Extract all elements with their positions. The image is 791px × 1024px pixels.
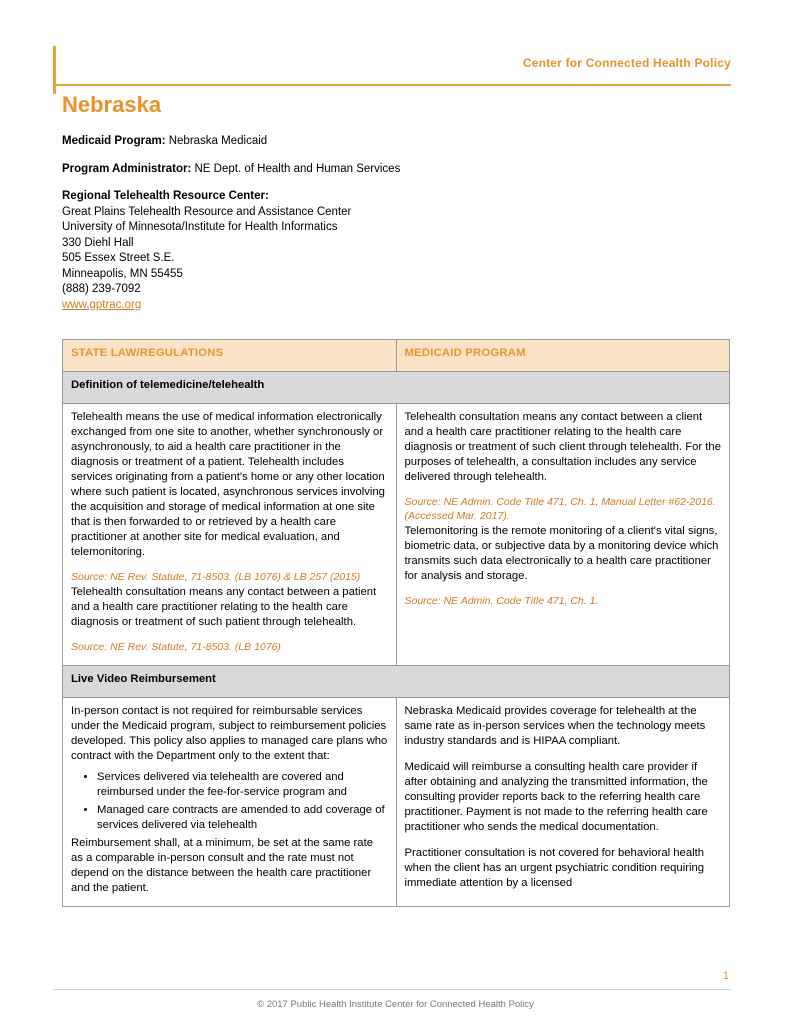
paragraph: Telehealth means the use of medical information electronically exchanged from one site to another, whether synchronously or asynchronously, to aid a health care practitioner in the diagnosis or treatment of a patient. Telehealth includes services originating from a patient's home or any other location where such patient is located, asynchronous services involving the acquisition and storage of medical information at one site that is then forwarded to or retrieved by a health care practitioner at another site for medical evaluation, and telemonitoring. bbox=[71, 411, 385, 559]
paragraph: Medicaid will reimburse a consulting health care provider if after obtaining and analyzing the transmitted information, the consulting provider reports back to the referring health care practitioner. Payment is not made to the referring health care practitioner who sends the medical documentation. bbox=[404, 760, 708, 833]
section-row bbox=[63, 665, 730, 697]
page-title: Nebraska bbox=[62, 92, 162, 117]
regional-line: (888) 239-7092 bbox=[62, 283, 141, 296]
document-content bbox=[62, 92, 730, 907]
cell-medicaid-definition bbox=[396, 404, 730, 665]
list-item: • Managed care contracts are amended to add coverage of services delivered via telehealth bbox=[97, 803, 388, 833]
source-citation: Source: NE Rev. Statute, 71-8503. (LB 1076) & LB 257 (2015) bbox=[71, 571, 361, 584]
paragraph: Reimbursement shall, at a minimum, be set at the same rate as a comparable in-person consult and the rate must not depend on the distance between the health care practitioner and the patient. bbox=[71, 836, 374, 894]
paragraph: Practitioner consultation is not covered for behavioral health when the client has an urgent psychiatric condition requiring immediate attention by a licensed bbox=[404, 846, 705, 889]
regional-line: Minneapolis, MN 55455 bbox=[62, 267, 183, 280]
paragraph: Telehealth consultation means any contact between a client and a health care practitioner relating to the health care diagnosis or treatment of such client through telehealth. For the purposes of telehealth, a consultation includes any service delivered through telehealth. bbox=[404, 411, 721, 484]
policy-table bbox=[62, 339, 730, 907]
document-header-org: Center for Connected Health Policy bbox=[522, 56, 731, 70]
cell-state-law-definition bbox=[63, 404, 397, 665]
table-row bbox=[63, 697, 730, 906]
field-program-administrator bbox=[62, 162, 730, 178]
regional-line: Great Plains Telehealth Resource and Assistance Center bbox=[62, 205, 352, 218]
source-citation: Source: NE Admin. Code Title 471, Ch. 1. bbox=[404, 594, 599, 607]
header-divider bbox=[53, 84, 731, 86]
field-value: NE Dept. of Health and Human Services bbox=[194, 162, 401, 175]
footer-copyright: © 2017 Public Health Institute Center for Connected Health Policy bbox=[257, 999, 534, 1010]
field-label: Medicaid Program: bbox=[62, 135, 166, 147]
cell-state-law-live-video bbox=[63, 697, 397, 906]
field-label: Program Administrator: bbox=[62, 162, 192, 175]
source-citation: Source: NE Rev. Statute, 71-8503. (LB 1076) bbox=[71, 641, 281, 654]
bullet-list bbox=[71, 770, 388, 833]
section-title-live-video: Live Video Reimbursement bbox=[63, 665, 730, 697]
field-value: Nebraska Medicaid bbox=[168, 135, 268, 147]
regional-label: Regional Telehealth Resource Center: bbox=[62, 190, 269, 203]
paragraph: In-person contact is not required for reimbursable services under the Medicaid program, subject to reimbursement policies developed. This policy also applies to managed care plans who contract with the Department only to the extent that: bbox=[71, 704, 388, 762]
section-row bbox=[63, 372, 730, 404]
paragraph: Nebraska Medicaid provides coverage for telehealth at the same rate as in-person services when the technology meets industry standards and is HIPAA compliant. bbox=[404, 704, 706, 747]
regional-line: 505 Essex Street S.E. bbox=[62, 252, 175, 265]
paragraph: Telemonitoring is the remote monitoring of a client's vital signs, biometric data, or subjective data by a monitoring device which transmits such data electronically to a health care practitioner for analysis and storage. bbox=[404, 524, 719, 582]
paragraph: Telehealth consultation means any contact between a patient and a health care practitioner relating to the health care diagnosis or treatment of such patient through telehealth. bbox=[71, 585, 377, 629]
regional-telehealth-block bbox=[62, 189, 730, 313]
page-number: 1 bbox=[722, 970, 729, 982]
field-medicaid-program bbox=[62, 134, 730, 150]
cell-medicaid-live-video bbox=[396, 697, 730, 906]
table-row bbox=[63, 404, 730, 665]
column-header-state-law: STATE LAW/REGULATIONS bbox=[63, 340, 397, 372]
source-citation: Source: NE Admin. Code Title 471, Ch. 1, Manual Letter #62-2016. (Accessed Mar. 2017). bbox=[404, 496, 716, 522]
footer-divider bbox=[53, 989, 731, 990]
regional-line: University of Minnesota/Institute for Health Informatics bbox=[62, 221, 338, 234]
section-title-definition: Definition of telemedicine/telehealth bbox=[63, 372, 730, 404]
regional-line: 330 Diehl Hall bbox=[62, 236, 134, 249]
gptrac-link[interactable]: www.gptrac.org bbox=[62, 298, 142, 311]
table-header-row bbox=[63, 340, 730, 372]
list-item: • Services delivered via telehealth are covered and reimbursed under the fee-for-service program and bbox=[97, 770, 388, 800]
column-header-medicaid-program: MEDICAID PROGRAM bbox=[396, 340, 730, 372]
header-accent-bar bbox=[53, 46, 56, 94]
